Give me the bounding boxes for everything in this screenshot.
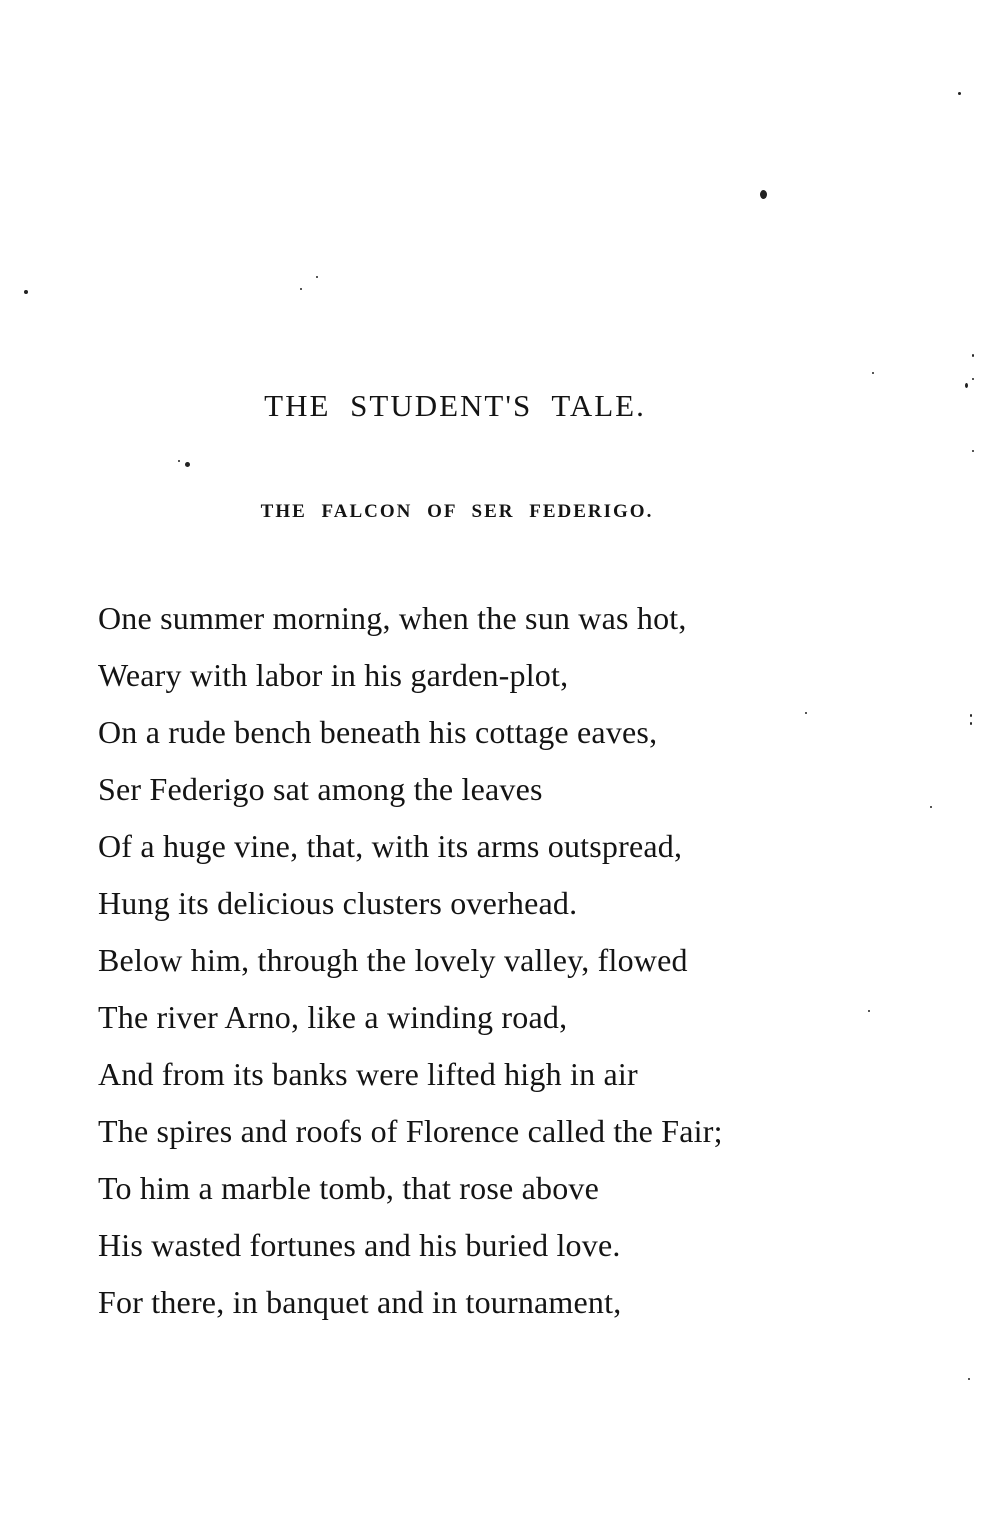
poem-line: Below him, through the lovely valley, flowed (98, 942, 688, 978)
scan-speck (185, 462, 190, 467)
poem-line: To him a marble tomb, that rose above (98, 1170, 600, 1206)
poem-line: The spires and roofs of Florence called the Fair; (98, 1113, 723, 1149)
poem-line: Hung its delicious clusters overhead. (98, 885, 578, 921)
poem-line: On a rude bench beneath his cottage eaves, (98, 714, 658, 750)
scan-speck (178, 460, 180, 462)
poem-text (98, 590, 723, 1331)
scan-speck (805, 712, 807, 714)
scan-speck (872, 372, 874, 374)
scan-speck (972, 450, 974, 452)
poem-line: Ser Federigo sat among the leaves (98, 771, 543, 807)
scan-speck (760, 190, 767, 199)
poem-line: Weary with labor in his garden-plot, (98, 657, 569, 693)
scan-speck (965, 383, 968, 388)
scan-speck (972, 354, 974, 357)
poem-line: For there, in banquet and in tournament, (98, 1284, 622, 1320)
scan-speck (24, 290, 28, 294)
scan-speck (930, 806, 932, 808)
page-subtitle: THE FALCON OF SER FEDERIGO. (260, 501, 654, 522)
poem-line: One summer morning, when the sun was hot, (98, 600, 687, 636)
scan-speck (300, 288, 302, 290)
poem-line: Of a huge vine, that, with its arms outspread, (98, 828, 683, 864)
scan-speck (968, 1378, 970, 1380)
poem-line: The river Arno, like a winding road, (98, 999, 568, 1035)
scan-speck (972, 378, 974, 380)
scan-speck (316, 276, 318, 278)
poem-line: And from its banks were lifted high in air (98, 1056, 638, 1092)
scan-speck (958, 92, 961, 95)
page-title: THE STUDENT'S TALE. (264, 388, 646, 423)
scan-speck (868, 1010, 870, 1012)
scan-speck (970, 714, 972, 717)
poem-line: His wasted fortunes and his buried love. (98, 1227, 621, 1263)
scan-speck (970, 722, 972, 725)
